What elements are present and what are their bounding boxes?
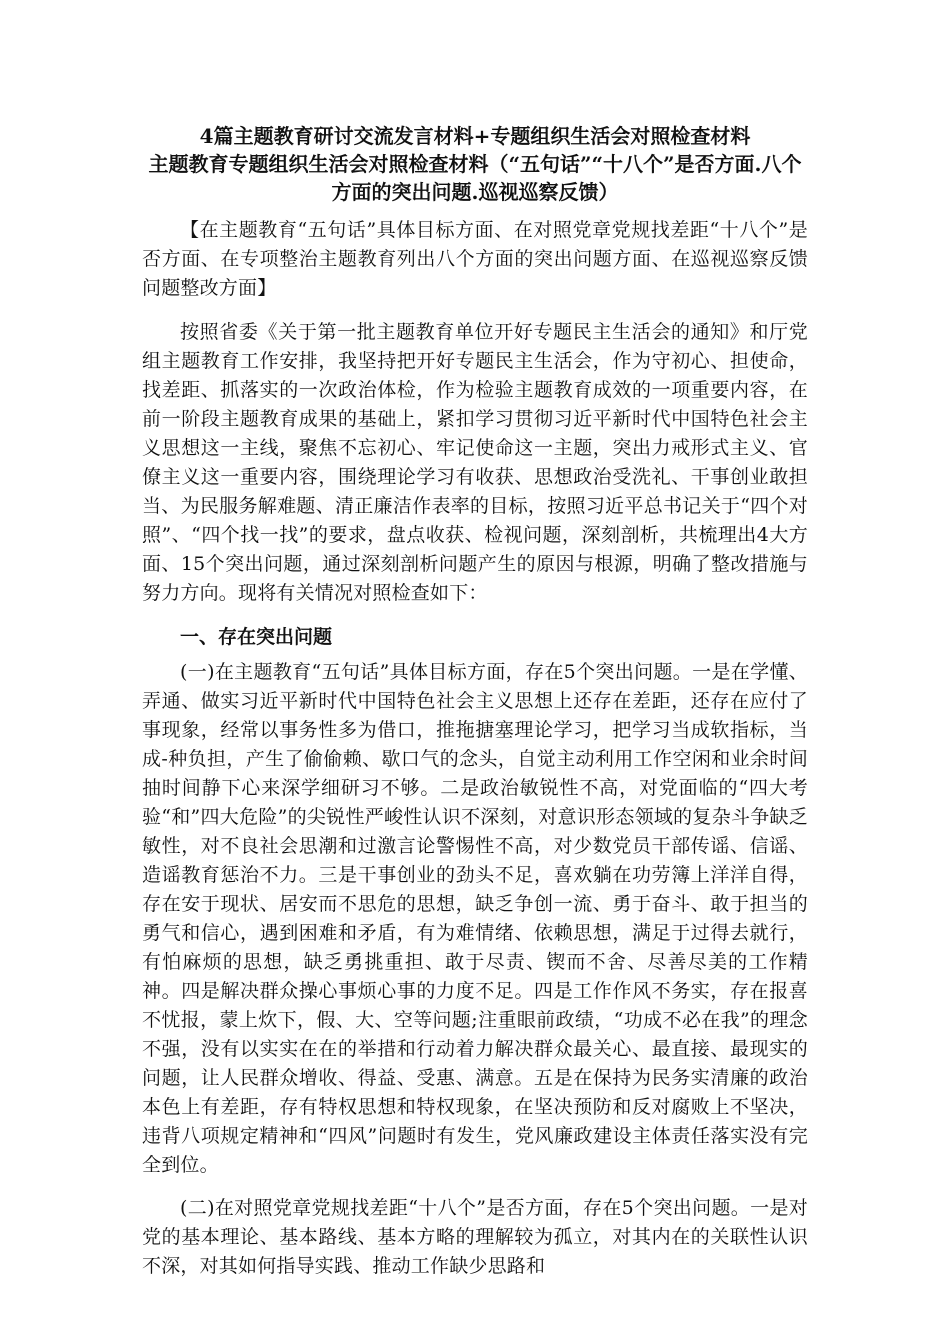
section-heading: 一、存在突出问题	[180, 626, 333, 648]
document-body	[142, 122, 808, 1296]
section-paragraph-2: (二)在对照党章党规找差距“十八个”是否方面，存在5个突出问题。一是对党的基本理论、基本路线、基本方略的理解较为孤立，对其内在的关联性认识不深，对其如何指导实践、推动工作缺少思路和	[142, 1197, 808, 1277]
document-subtitle: 主题教育专题组织生活会对照检查材料（“五句话”“十八个”是否方面.八个方面的突出问题.巡视巡察反馈）	[148, 152, 802, 204]
scope-paragraph: 【在主题教育“五句话”具体目标方面、在对照党章党规找差距“十八个”是否方面、在专项整治主题教育列出八个方面的突出问题方面、在巡视巡察反馈问题整改方面】	[142, 219, 808, 299]
intro-paragraph: 按照省委《关于第一批主题教育单位开好专题民主生活会的通知》和厅党组主题教育工作安排，我坚持把开好专题民主生活会，作为守初心、担使命，找差距、抓落实的一次政治体检，作为检验主题教育成效的一项重要内容，在前一阶段主题教育成果的基础上，紧扣学习贯彻习近平新时代中国特色社会主义思想这一主线，聚焦不忘初心、牢记使命这一主题，突出力戒形式主义、官僚主义这一重要内容，围绕理论学习有收获、思想政治受洗礼、干事创业敢担当、为民服务解难题、清正廉洁作表率的目标，按照习近平总书记关于“四个对照”、“四个找一找”的要求，盘点收获、检视问题，深刻剖析，共梳理出4大方面、15个突出问题，通过深刻剖析问题产生的原因与根源，明确了整改措施与努力方向。现将有关情况对照检查如下：	[142, 321, 808, 604]
document-title: 4篇主题教育研讨交流发言材料+专题组织生活会对照检查材料	[199, 124, 751, 148]
section-paragraph-1: (一)在主题教育“五句话”具体目标方面，存在5个突出问题。一是在学懂、弄通、做实习近平新时代中国特色社会主义思想上还存在差距，还存在应付了事现象，经常以事务性多为借口，推拖搪塞理论学习，把学习当成软指标，当成-种负担，产生了偷偷赖、歇口气的念头，自觉主动利用工作空闲和业余时间抽时间静下心来深学细研习不够。二是政治敏锐性不高，对党面临的“四大考验“和”四大危险”的尖锐性严峻性认识不深刻，对意识形态领域的复杂斗争缺乏敏性，对不良社会思潮和过激言论警惕性不高，对少数党员干部传谣、信谣、造谣教育惩治不力。三是干事创业的劲头不足，喜欢躺在功劳簿上洋洋自得，存在安于现状、居安而不思危的思想，缺乏争创一流、勇于奋斗、敢于担当的勇气和信心，遇到困难和矛盾，有为难情绪、依赖思想，满足于过得去就行，有怕麻烦的思想，缺乏勇挑重担、敢于尽责、锲而不舍、尽善尽美的工作精神。四是解决群众操心事烦心事的力度不足。四是工作作风不务实，存在报喜不忧报，蒙上炊下，假、大、空等问题;注重眼前政绩，“功成不必在我”的理念不强，没有以实实在在的举措和行动着力解决群众最关心、最直接、最现实的问题，让人民群众增收、得益、受惠、满意。五是在保持为民务实清廉的政治本色上有差距，存有特权思想和特权现象，在坚决预防和反对腐败上不坚决，违背八项规定精神和“四风”问题时有发生，党风廉政建设主体责任落实没有完全到位。	[142, 661, 808, 1176]
